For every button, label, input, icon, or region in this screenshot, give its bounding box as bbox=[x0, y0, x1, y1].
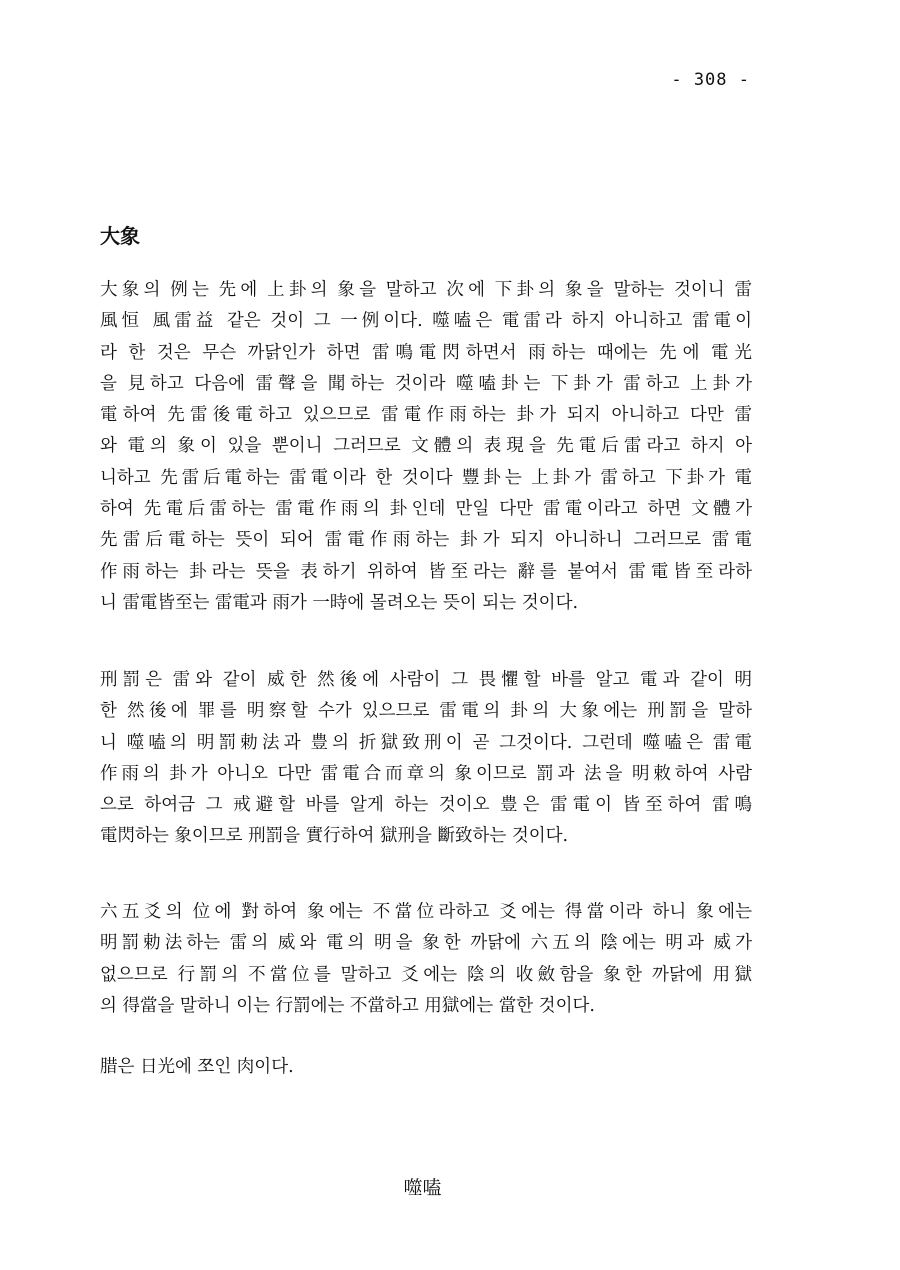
text-line: 하여 先電后雷하는 雷電作雨의 卦인데 만일 다만 雷電이라고 하면 文體가 bbox=[100, 499, 752, 520]
text-line: 한 然後에 罪를 明察할 수가 있으므로 雷電의 卦의 大象에는 刑罰을 말하 bbox=[100, 701, 752, 722]
text-line: 을 見하고 다음에 雷聲을 聞하는 것이라 噬嗑卦는 下卦가 雷하고 上卦가 bbox=[100, 373, 752, 394]
text-line: 六五爻의 位에 對하여 象에는 不當位라하고 爻에는 得當이라 하니 象에는 bbox=[100, 902, 752, 922]
paragraph-1 bbox=[100, 275, 752, 619]
text-line: 作雨의 卦가 아니오 다만 雷電合而章의 象이므로 罰과 法을 明敕하여 사람 bbox=[100, 763, 752, 784]
text-line: 刑罰은 雷와 같이 威한 然後에 사람이 그 畏懼할 바를 알고 電과 같이 明 bbox=[100, 670, 752, 690]
paragraph-3 bbox=[100, 897, 752, 1022]
text-line: 風恒 風雷益 같은 것이 그 一例이다. 噬嗑은 電雷라 하지 아니하고 雷電이 bbox=[100, 311, 752, 332]
footer-hexagram-title: 噬嗑 bbox=[403, 1177, 442, 1199]
text-line: 電하여 先雷後電하고 있으므로 雷電作雨하는 卦가 되지 아니하고 다만 雷 bbox=[100, 405, 752, 426]
text-line: 先雷后電하는 뜻이 되어 雷電作雨하는 卦가 되지 아니하니 그러므로 雷電 bbox=[100, 530, 752, 551]
text-line: 電閃하는 象이므로 刑罰을 實行하여 獄刑을 斷致하는 것이다. bbox=[100, 826, 569, 847]
text-line: 의 得當을 말하니 이는 行罰에는 不當하고 用獄에는 當한 것이다. bbox=[100, 995, 595, 1016]
text-line: 와 電의 象이 있을 뿐이니 그러므로 文體의 表現을 先電后雷라고 하지 아 bbox=[100, 436, 752, 457]
text-line: 라 한 것은 무슨 까닭인가 하면 雷鳴電閃하면서 雨하는 때에는 先에 電光 bbox=[100, 342, 752, 363]
text-line: 明罰勅法하는 雷의 威와 電의 明을 象한 까닭에 六五의 陰에는 明과 威가 bbox=[100, 933, 752, 954]
text-line: 作雨하는 卦라는 뜻을 表하기 위하여 皆至라는 辭를 붙여서 雷電皆至라하 bbox=[100, 561, 752, 582]
text-line: 니하고 先雷后電하는 雷電이라 한 것이다 豐卦는 上卦가 雷하고 下卦가 電 bbox=[100, 467, 752, 488]
page-number: - 308 - bbox=[671, 70, 750, 90]
text-line: 大象의 例는 先에 上卦의 象을 말하고 次에 下卦의 象을 말하는 것이니 雷 bbox=[100, 280, 752, 300]
section-heading: 大象 bbox=[100, 224, 140, 248]
paragraph-2 bbox=[100, 665, 752, 853]
paragraph-4 bbox=[100, 1052, 752, 1083]
text-line: 니 雷電皆至는 雷電과 雨가 一時에 몰려오는 뜻이 되는 것이다. bbox=[100, 592, 579, 613]
text-line: 腊은 日光에 쪼인 肉이다. bbox=[100, 1057, 294, 1077]
text-line: 니 噬嗑의 明罰勅法과 豊의 折獄致刑이 곧 그것이다. 그런데 噬嗑은 雷電 bbox=[100, 732, 752, 753]
text-line: 없으므로 行罰의 不當位를 말하고 爻에는 陰의 收斂함을 象한 까닭에 用獄 bbox=[100, 964, 752, 985]
text-line: 으로 하여금 그 戒避할 바를 알게 하는 것이오 豊은 雷電이 皆至하여 雷鳴 bbox=[100, 795, 752, 816]
